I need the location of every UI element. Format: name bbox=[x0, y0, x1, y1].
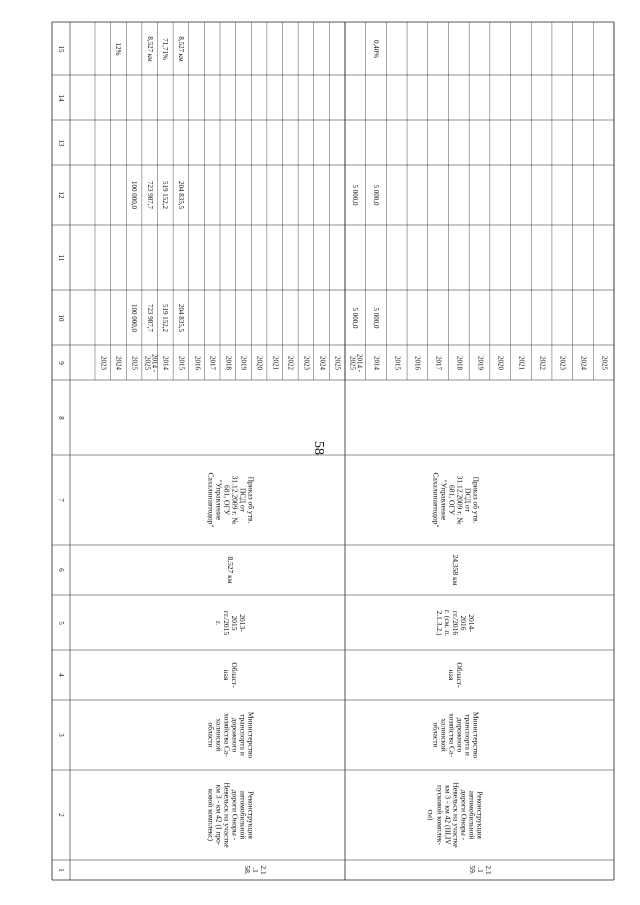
year-cell: 2024 bbox=[115, 355, 124, 370]
indicator-cell: 0,40% bbox=[372, 39, 381, 58]
year-cell: 2015 bbox=[177, 355, 186, 370]
column-number: 15 bbox=[57, 45, 65, 52]
year-cell: 2020 bbox=[496, 355, 505, 370]
column-number: 6 bbox=[57, 568, 65, 572]
indicator-cell: 12% bbox=[114, 42, 123, 55]
executor-cell: Министерство транспорта и дорожного хозяйства Са- халинской области bbox=[205, 711, 256, 759]
year-cell: 2025 bbox=[130, 355, 139, 370]
column-number: 4 bbox=[57, 673, 65, 677]
column-number: 5 bbox=[57, 620, 65, 625]
column-number: 12 bbox=[57, 191, 65, 199]
indicator-cell: 8,527 км bbox=[145, 35, 154, 62]
budget-cell: Област- ная bbox=[222, 662, 240, 688]
amount-cell: 723 987,7 bbox=[145, 303, 154, 332]
capacity-cell: 24,358 км bbox=[451, 554, 461, 586]
column-number: 7 bbox=[57, 498, 65, 502]
year-cell: 2023 bbox=[99, 355, 108, 370]
amount-cell: 100 000,0 bbox=[130, 181, 139, 209]
amount-cell: 5 000,0 bbox=[351, 184, 360, 206]
column-number: 9 bbox=[57, 360, 65, 365]
period-cell: 2014- 2016 гг./2016 г. (см. п. 2.1.3.2.) bbox=[434, 609, 477, 636]
executor-cell: Министерство транспорта и дорожного хозяйства Са- халинской области bbox=[430, 711, 481, 759]
page-number: 58 bbox=[311, 441, 326, 455]
object-name: Реконструкция автомобильной дороги Оноры - Невельск на участке км 3 - км 42 (I про- ковой комплекс) bbox=[205, 782, 256, 848]
column-number: 8 bbox=[57, 415, 65, 420]
year-cell: 2018 bbox=[455, 355, 464, 370]
year-cell: 2018 bbox=[224, 355, 233, 370]
amount-cell: 204 835,5 bbox=[176, 181, 185, 209]
year-cell: 2021 bbox=[517, 355, 526, 370]
year-cell: 2024 bbox=[579, 355, 588, 370]
row-number: 2.1 .1 58. bbox=[242, 865, 269, 875]
column-number: 14 bbox=[57, 94, 65, 101]
amount-cell: 204 835,5 bbox=[176, 303, 185, 332]
object-name: Реконструкция автомобильной дороги Оноры - Невельск на участке км 3 - км 42 (III,IV пусковой комплек- сы) bbox=[426, 782, 485, 848]
indicator-cell: 71,71% bbox=[161, 37, 170, 60]
year-cell: 2019 bbox=[476, 355, 485, 370]
year-cell: 2015 bbox=[393, 355, 402, 370]
year-cell: 2014 - 2025 bbox=[142, 353, 159, 372]
budget-cell: Област- ная bbox=[447, 662, 465, 688]
year-cell: 2025 bbox=[333, 355, 342, 370]
year-cell: 2021 bbox=[271, 355, 280, 370]
year-cell: 2016 bbox=[414, 355, 423, 370]
year-cell: 2017 bbox=[208, 355, 217, 370]
year-cell: 2016 bbox=[193, 355, 202, 370]
year-cell: 2022 bbox=[286, 355, 295, 370]
year-cell: 2019 bbox=[240, 355, 249, 370]
year-cell: 2014 bbox=[161, 355, 170, 370]
column-number: 2 bbox=[57, 813, 65, 817]
year-cell: 2023 bbox=[558, 355, 567, 370]
year-cell: 2023 bbox=[302, 355, 311, 370]
amount-cell: 519 152,2 bbox=[161, 303, 170, 332]
year-cell: 2024 bbox=[318, 355, 327, 370]
year-cell: 2025 bbox=[600, 355, 609, 370]
year-cell: 2017 bbox=[434, 355, 443, 370]
column-number: 13 bbox=[57, 139, 65, 146]
capacity-cell: 8,527 км bbox=[226, 556, 236, 584]
year-cell: 2014 - 2025 bbox=[348, 353, 364, 372]
column-number: 3 bbox=[57, 733, 65, 737]
amount-cell: 519 152,2 bbox=[161, 181, 170, 209]
column-number: 1 bbox=[57, 868, 65, 872]
amount-cell: 100 000,0 bbox=[130, 303, 139, 332]
basis-cell: Приказ об утв. ПСД от 31.12.2009 г. № 681, ОГУ "Управление Сахалинавтодор" bbox=[205, 472, 256, 528]
period-cell: 2013- 2015 гг./2015 г. bbox=[213, 610, 248, 635]
column-number: 10 bbox=[57, 314, 65, 321]
basis-cell: Приказ об утв. ПСД от 31.12.2009 г. № 681, ОГУ "Управление Сахалинавтодор" bbox=[430, 472, 481, 528]
amount-cell: 5 000,0 bbox=[372, 307, 381, 328]
year-cell: 2020 bbox=[255, 355, 264, 370]
year-cell: 2014 bbox=[372, 355, 381, 370]
indicator-cell: 8,527 км bbox=[176, 35, 185, 62]
year-cell: 2022 bbox=[538, 355, 547, 370]
amount-cell: 5 000,0 bbox=[372, 184, 381, 206]
amount-cell: 5 000,0 bbox=[351, 307, 360, 328]
column-number: 11 bbox=[57, 254, 65, 261]
amount-cell: 723 987,7 bbox=[145, 181, 154, 209]
row-number: 2.1 .1 59. bbox=[467, 865, 494, 875]
